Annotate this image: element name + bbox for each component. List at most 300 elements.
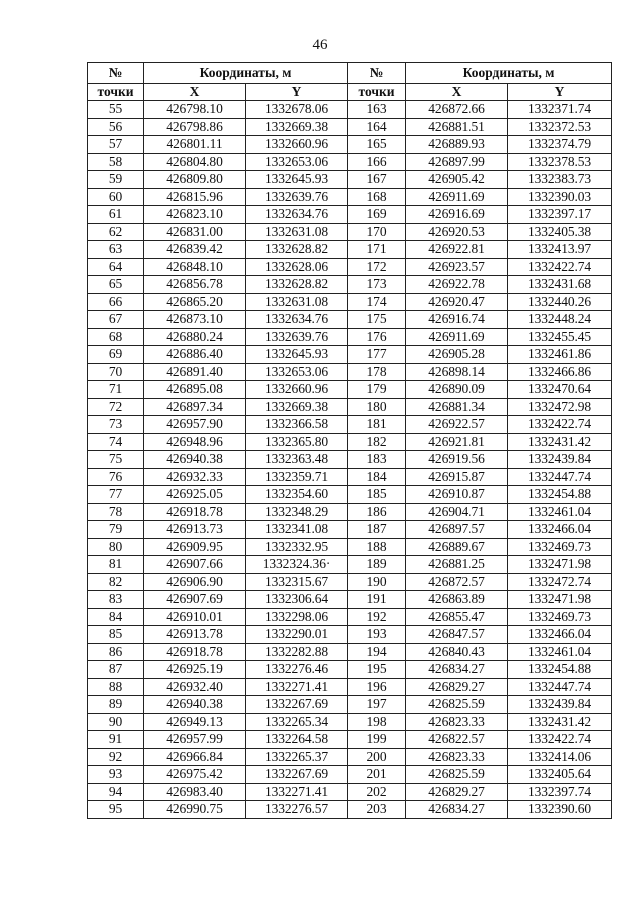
x-right: 426922.78 [406, 276, 508, 294]
point-number-left: 69 [88, 346, 144, 364]
point-number-left: 57 [88, 136, 144, 154]
y-left: 1332639.76 [246, 188, 348, 206]
y-left: 1332678.06 [246, 101, 348, 119]
table-row [88, 573, 612, 591]
point-number-right: 164 [348, 118, 406, 136]
point-number-right: 193 [348, 626, 406, 644]
table-row [88, 766, 612, 784]
table-row [88, 171, 612, 189]
x-right: 426916.69 [406, 206, 508, 224]
x-right: 426897.99 [406, 153, 508, 171]
y-right: 1332431.42 [508, 713, 612, 731]
y-right: 1332454.88 [508, 661, 612, 679]
x-right: 426823.33 [406, 748, 508, 766]
point-number-left: 60 [88, 188, 144, 206]
y-right: 1332383.73 [508, 171, 612, 189]
table-row [88, 626, 612, 644]
x-left: 426873.10 [144, 311, 246, 329]
y-left: 1332324.36· [246, 556, 348, 574]
header-coords-right: Координаты, м [406, 63, 612, 84]
point-number-left: 86 [88, 643, 144, 661]
point-number-left: 95 [88, 801, 144, 819]
page-number: 46 [312, 37, 328, 53]
y-right: 1332471.98 [508, 591, 612, 609]
x-right: 426898.14 [406, 363, 508, 381]
y-right: 1332374.79 [508, 136, 612, 154]
y-left: 1332631.08 [246, 293, 348, 311]
table-row [88, 241, 612, 259]
point-number-left: 55 [88, 101, 144, 119]
point-number-left: 93 [88, 766, 144, 784]
table-row [88, 696, 612, 714]
x-right: 426904.71 [406, 503, 508, 521]
point-number-left: 84 [88, 608, 144, 626]
point-number-right: 196 [348, 678, 406, 696]
table-row [88, 713, 612, 731]
x-right: 426920.47 [406, 293, 508, 311]
x-right: 426872.57 [406, 573, 508, 591]
point-number-right: 176 [348, 328, 406, 346]
point-number-right: 166 [348, 153, 406, 171]
point-number-right: 168 [348, 188, 406, 206]
y-left: 1332645.93 [246, 171, 348, 189]
y-right: 1332471.98 [508, 556, 612, 574]
x-left: 426897.34 [144, 398, 246, 416]
table-row [88, 416, 612, 434]
table-row [88, 451, 612, 469]
y-left: 1332341.08 [246, 521, 348, 539]
x-right: 426881.25 [406, 556, 508, 574]
y-right: 1332470.64 [508, 381, 612, 399]
point-number-left: 80 [88, 538, 144, 556]
x-left: 426913.78 [144, 626, 246, 644]
x-left: 426804.80 [144, 153, 246, 171]
x-left: 426848.10 [144, 258, 246, 276]
table-row [88, 468, 612, 486]
point-number-left: 61 [88, 206, 144, 224]
y-left: 1332669.38 [246, 398, 348, 416]
table-row [88, 661, 612, 679]
y-left: 1332628.06 [246, 258, 348, 276]
point-number-left: 56 [88, 118, 144, 136]
table-row [88, 731, 612, 749]
x-right: 426825.59 [406, 696, 508, 714]
y-left: 1332271.41 [246, 783, 348, 801]
y-right: 1332466.04 [508, 626, 612, 644]
x-left: 426949.13 [144, 713, 246, 731]
y-right: 1332405.64 [508, 766, 612, 784]
y-right: 1332371.74 [508, 101, 612, 119]
point-number-right: 183 [348, 451, 406, 469]
point-number-left: 70 [88, 363, 144, 381]
y-left: 1332306.64 [246, 591, 348, 609]
y-right: 1332422.74 [508, 416, 612, 434]
point-number-right: 178 [348, 363, 406, 381]
x-left: 426831.00 [144, 223, 246, 241]
header-coords-left: Координаты, м [144, 63, 348, 84]
y-left: 1332265.34 [246, 713, 348, 731]
y-left: 1332276.57 [246, 801, 348, 819]
y-left: 1332653.06 [246, 363, 348, 381]
table-row [88, 538, 612, 556]
x-left: 426932.33 [144, 468, 246, 486]
x-left: 426913.73 [144, 521, 246, 539]
table-row [88, 223, 612, 241]
table-row [88, 801, 612, 819]
x-right: 426822.57 [406, 731, 508, 749]
point-number-right: 195 [348, 661, 406, 679]
x-left: 426957.90 [144, 416, 246, 434]
y-left: 1332354.60 [246, 486, 348, 504]
table-row [88, 503, 612, 521]
point-number-right: 182 [348, 433, 406, 451]
table-row [88, 206, 612, 224]
point-number-right: 192 [348, 608, 406, 626]
point-number-right: 180 [348, 398, 406, 416]
point-number-right: 189 [348, 556, 406, 574]
point-number-right: 165 [348, 136, 406, 154]
x-left: 426798.86 [144, 118, 246, 136]
y-right: 1332448.24 [508, 311, 612, 329]
table-row [88, 363, 612, 381]
x-right: 426889.67 [406, 538, 508, 556]
y-left: 1332363.48 [246, 451, 348, 469]
y-left: 1332359.71 [246, 468, 348, 486]
x-right: 426829.27 [406, 783, 508, 801]
y-left: 1332265.37 [246, 748, 348, 766]
y-right: 1332461.04 [508, 503, 612, 521]
x-left: 426925.05 [144, 486, 246, 504]
x-left: 426932.40 [144, 678, 246, 696]
table-row [88, 118, 612, 136]
point-number-right: 173 [348, 276, 406, 294]
x-left: 426940.38 [144, 696, 246, 714]
table-row [88, 643, 612, 661]
y-left: 1332634.76 [246, 311, 348, 329]
table-row [88, 101, 612, 119]
y-left: 1332264.58 [246, 731, 348, 749]
y-left: 1332634.76 [246, 206, 348, 224]
point-number-right: 163 [348, 101, 406, 119]
point-number-right: 185 [348, 486, 406, 504]
y-right: 1332431.42 [508, 433, 612, 451]
x-left: 426798.10 [144, 101, 246, 119]
point-number-right: 177 [348, 346, 406, 364]
x-right: 426922.81 [406, 241, 508, 259]
header-x-right: X [406, 84, 508, 101]
x-left: 426886.40 [144, 346, 246, 364]
point-number-left: 76 [88, 468, 144, 486]
x-left: 426906.90 [144, 573, 246, 591]
y-right: 1332447.74 [508, 678, 612, 696]
point-number-left: 79 [88, 521, 144, 539]
y-left: 1332660.96 [246, 381, 348, 399]
header-row-bottom [88, 84, 612, 101]
point-number-left: 89 [88, 696, 144, 714]
y-left: 1332276.46 [246, 661, 348, 679]
y-right: 1332461.04 [508, 643, 612, 661]
point-number-right: 201 [348, 766, 406, 784]
table-row [88, 258, 612, 276]
y-left: 1332631.08 [246, 223, 348, 241]
x-right: 426840.43 [406, 643, 508, 661]
point-number-left: 77 [88, 486, 144, 504]
point-number-right: 172 [348, 258, 406, 276]
point-number-right: 203 [348, 801, 406, 819]
point-number-right: 202 [348, 783, 406, 801]
point-number-right: 167 [348, 171, 406, 189]
x-right: 426897.57 [406, 521, 508, 539]
table-row [88, 136, 612, 154]
x-right: 426863.89 [406, 591, 508, 609]
x-left: 426907.69 [144, 591, 246, 609]
point-number-left: 73 [88, 416, 144, 434]
x-right: 426872.66 [406, 101, 508, 119]
y-right: 1332372.53 [508, 118, 612, 136]
point-number-left: 65 [88, 276, 144, 294]
point-number-right: 199 [348, 731, 406, 749]
x-left: 426983.40 [144, 783, 246, 801]
point-number-left: 62 [88, 223, 144, 241]
y-left: 1332628.82 [246, 241, 348, 259]
y-left: 1332366.58 [246, 416, 348, 434]
y-right: 1332469.73 [508, 608, 612, 626]
x-left: 426910.01 [144, 608, 246, 626]
point-number-right: 170 [348, 223, 406, 241]
x-left: 426865.20 [144, 293, 246, 311]
y-left: 1332332.95 [246, 538, 348, 556]
y-left: 1332298.06 [246, 608, 348, 626]
point-number-right: 188 [348, 538, 406, 556]
table-row [88, 783, 612, 801]
x-left: 426975.42 [144, 766, 246, 784]
x-left: 426990.75 [144, 801, 246, 819]
header-num-label-left: точки [88, 84, 144, 101]
point-number-right: 194 [348, 643, 406, 661]
x-right: 426922.57 [406, 416, 508, 434]
table-row [88, 608, 612, 626]
x-right: 426823.33 [406, 713, 508, 731]
table-row [88, 276, 612, 294]
y-right: 1332397.74 [508, 783, 612, 801]
header-x-left: X [144, 84, 246, 101]
y-right: 1332414.06 [508, 748, 612, 766]
x-left: 426966.84 [144, 748, 246, 766]
x-right: 426825.59 [406, 766, 508, 784]
y-right: 1332472.74 [508, 573, 612, 591]
header-num-symbol-left: № [88, 63, 144, 84]
x-right: 426910.87 [406, 486, 508, 504]
point-number-left: 74 [88, 433, 144, 451]
y-right: 1332469.73 [508, 538, 612, 556]
y-right: 1332466.86 [508, 363, 612, 381]
y-right: 1332431.68 [508, 276, 612, 294]
y-left: 1332282.88 [246, 643, 348, 661]
point-number-left: 59 [88, 171, 144, 189]
point-number-left: 91 [88, 731, 144, 749]
x-left: 426815.96 [144, 188, 246, 206]
point-number-right: 175 [348, 311, 406, 329]
x-left: 426940.38 [144, 451, 246, 469]
point-number-left: 92 [88, 748, 144, 766]
table-row [88, 433, 612, 451]
point-number-right: 174 [348, 293, 406, 311]
x-right: 426881.34 [406, 398, 508, 416]
x-right: 426905.28 [406, 346, 508, 364]
x-right: 426919.56 [406, 451, 508, 469]
point-number-right: 198 [348, 713, 406, 731]
header-num-symbol-right: № [348, 63, 406, 84]
x-right: 426915.87 [406, 468, 508, 486]
x-right: 426920.53 [406, 223, 508, 241]
point-number-left: 68 [88, 328, 144, 346]
x-right: 426855.47 [406, 608, 508, 626]
point-number-left: 58 [88, 153, 144, 171]
x-right: 426916.74 [406, 311, 508, 329]
table-row [88, 381, 612, 399]
x-left: 426948.96 [144, 433, 246, 451]
table-row [88, 188, 612, 206]
y-right: 1332454.88 [508, 486, 612, 504]
table-row [88, 486, 612, 504]
table-row [88, 153, 612, 171]
table-row [88, 398, 612, 416]
y-right: 1332405.38 [508, 223, 612, 241]
y-left: 1332348.29 [246, 503, 348, 521]
x-right: 426834.27 [406, 661, 508, 679]
point-number-left: 66 [88, 293, 144, 311]
table-row [88, 556, 612, 574]
y-right: 1332413.97 [508, 241, 612, 259]
x-left: 426823.10 [144, 206, 246, 224]
x-right: 426923.57 [406, 258, 508, 276]
y-left: 1332628.82 [246, 276, 348, 294]
x-left: 426809.80 [144, 171, 246, 189]
point-number-right: 191 [348, 591, 406, 609]
point-number-left: 82 [88, 573, 144, 591]
y-right: 1332455.45 [508, 328, 612, 346]
table-row [88, 293, 612, 311]
y-right: 1332466.04 [508, 521, 612, 539]
y-left: 1332290.01 [246, 626, 348, 644]
table-row [88, 678, 612, 696]
y-left: 1332365.80 [246, 433, 348, 451]
table-body [88, 101, 612, 819]
point-number-left: 71 [88, 381, 144, 399]
header-row-top [88, 63, 612, 84]
table-row [88, 748, 612, 766]
point-number-left: 87 [88, 661, 144, 679]
x-left: 426918.78 [144, 643, 246, 661]
y-left: 1332267.69 [246, 766, 348, 784]
point-number-left: 75 [88, 451, 144, 469]
x-right: 426905.42 [406, 171, 508, 189]
table-row [88, 328, 612, 346]
point-number-right: 184 [348, 468, 406, 486]
point-number-left: 85 [88, 626, 144, 644]
y-right: 1332378.53 [508, 153, 612, 171]
x-right: 426847.57 [406, 626, 508, 644]
point-number-left: 81 [88, 556, 144, 574]
point-number-right: 186 [348, 503, 406, 521]
x-right: 426881.51 [406, 118, 508, 136]
y-left: 1332660.96 [246, 136, 348, 154]
y-left: 1332653.06 [246, 153, 348, 171]
x-right: 426829.27 [406, 678, 508, 696]
point-number-right: 181 [348, 416, 406, 434]
y-right: 1332390.03 [508, 188, 612, 206]
y-right: 1332447.74 [508, 468, 612, 486]
point-number-right: 179 [348, 381, 406, 399]
x-left: 426880.24 [144, 328, 246, 346]
point-number-right: 190 [348, 573, 406, 591]
coordinates-table [87, 62, 612, 819]
y-left: 1332315.67 [246, 573, 348, 591]
x-right: 426911.69 [406, 328, 508, 346]
y-right: 1332440.26 [508, 293, 612, 311]
y-left: 1332639.76 [246, 328, 348, 346]
point-number-right: 197 [348, 696, 406, 714]
y-right: 1332439.84 [508, 451, 612, 469]
y-right: 1332390.60 [508, 801, 612, 819]
y-right: 1332472.98 [508, 398, 612, 416]
table-row [88, 521, 612, 539]
y-right: 1332439.84 [508, 696, 612, 714]
x-left: 426891.40 [144, 363, 246, 381]
x-left: 426918.78 [144, 503, 246, 521]
x-right: 426911.69 [406, 188, 508, 206]
x-right: 426834.27 [406, 801, 508, 819]
table-row [88, 346, 612, 364]
point-number-left: 67 [88, 311, 144, 329]
point-number-left: 88 [88, 678, 144, 696]
x-left: 426856.78 [144, 276, 246, 294]
point-number-left: 94 [88, 783, 144, 801]
x-left: 426895.08 [144, 381, 246, 399]
y-right: 1332422.74 [508, 258, 612, 276]
point-number-left: 63 [88, 241, 144, 259]
x-right: 426889.93 [406, 136, 508, 154]
y-left: 1332669.38 [246, 118, 348, 136]
header-y-left: Y [246, 84, 348, 101]
header-y-right: Y [508, 84, 612, 101]
point-number-left: 78 [88, 503, 144, 521]
point-number-right: 187 [348, 521, 406, 539]
point-number-left: 90 [88, 713, 144, 731]
y-left: 1332267.69 [246, 696, 348, 714]
table-row [88, 591, 612, 609]
y-right: 1332461.86 [508, 346, 612, 364]
x-right: 426921.81 [406, 433, 508, 451]
y-right: 1332397.17 [508, 206, 612, 224]
point-number-right: 169 [348, 206, 406, 224]
point-number-left: 64 [88, 258, 144, 276]
y-left: 1332645.93 [246, 346, 348, 364]
header-num-label-right: точки [348, 84, 406, 101]
point-number-left: 83 [88, 591, 144, 609]
x-left: 426907.66 [144, 556, 246, 574]
x-left: 426839.42 [144, 241, 246, 259]
x-left: 426957.99 [144, 731, 246, 749]
point-number-right: 200 [348, 748, 406, 766]
x-left: 426909.95 [144, 538, 246, 556]
table-row [88, 311, 612, 329]
y-right: 1332422.74 [508, 731, 612, 749]
point-number-left: 72 [88, 398, 144, 416]
y-left: 1332271.41 [246, 678, 348, 696]
x-right: 426890.09 [406, 381, 508, 399]
x-left: 426801.11 [144, 136, 246, 154]
